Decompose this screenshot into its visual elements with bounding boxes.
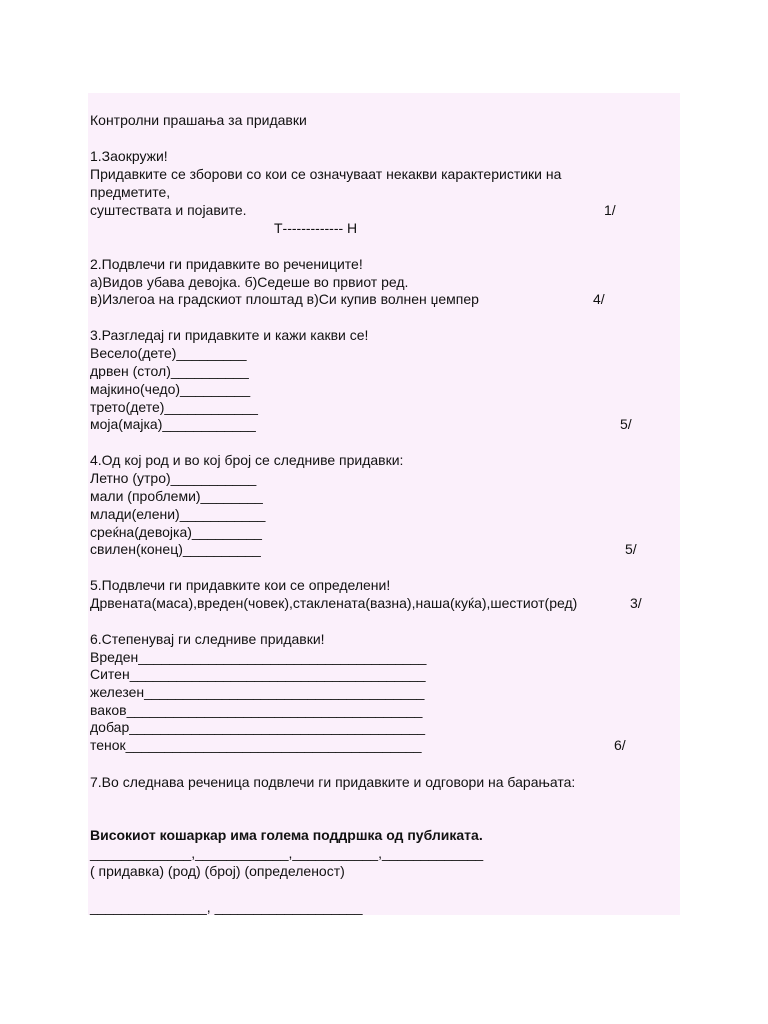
q1-score: 1/: [604, 202, 616, 218]
q5-score: 3/: [630, 595, 642, 611]
q2-line-1: а)Видов убава девојка. б)Седеше во првиот ред.: [90, 274, 409, 290]
q1-line-3: суштествата и појавите.: [90, 202, 247, 218]
q4-item: свилен(конец)__________: [90, 541, 261, 557]
q4-item: Летно (утро)___________: [90, 470, 257, 486]
q7-blanks: _____________,____________,___________,_____________: [90, 845, 484, 861]
q4-item: млади(елени)___________: [90, 506, 266, 522]
q4-score: 5/: [625, 541, 637, 557]
q4-heading: 4.Од кој род и во кој број се следниве придавки:: [90, 452, 404, 468]
q3-item: моја(мајка)____________: [90, 416, 256, 432]
q5-line-1: Дрвената(маса),вреден(човек),стаклената(вазна),наша(куќа),шестиот(ред): [90, 595, 578, 611]
q6-item: Вреден_____________________________________: [90, 649, 427, 665]
q1-heading: 1.Заокружи!: [90, 148, 168, 164]
q6-item: добар______________________________________: [90, 719, 426, 735]
q2-line-2: в)Излегоа на градскиот плоштад в)Си купив волнен џемпер: [90, 291, 479, 307]
q7-blanks-2: _______________, ___________________: [90, 899, 363, 915]
q6-item: Ситен______________________________________: [90, 666, 426, 682]
q3-item: дрвен (стол)__________: [90, 363, 249, 379]
q2-score: 4/: [593, 291, 605, 307]
q1-true-false: Т------------- Н: [274, 220, 358, 236]
q3-item: трето(дете)____________: [90, 399, 258, 415]
q3-heading: 3.Разгледај ги придавките и кажи какви се!: [90, 327, 369, 343]
q6-item: ваков______________________________________: [90, 702, 423, 718]
q5-heading: 5.Подвлечи ги придавките кои се определени!: [90, 577, 391, 593]
q2-heading: 2.Подвлечи ги придавките во речениците!: [90, 256, 363, 272]
q6-item: тенок______________________________________: [90, 737, 422, 753]
q6-heading: 6.Степенувај ги следниве придавки!: [90, 631, 325, 647]
document-title: Контролни прашања за придавки: [90, 112, 307, 128]
q3-score: 5/: [620, 416, 632, 432]
q1-line-2: предметите,: [90, 184, 171, 200]
q7-heading: 7.Во следнава реченица подвлечи ги придавките и одговори на барањата:: [90, 774, 576, 790]
q3-item: Весело(дете)_________: [90, 345, 247, 361]
q6-score: 6/: [614, 737, 626, 753]
q1-line-1: Придавките се зборови со кои се означуваат некакви карактеристики на: [90, 166, 562, 182]
q7-sentence: Високиот кошаркар има голема поддршка од публиката.: [90, 827, 483, 843]
q4-item: мали (проблеми)________: [90, 488, 263, 504]
q7-labels: ( придавка) (род) (број) (определеност): [90, 863, 345, 879]
q3-item: мајкино(чедо)_________: [90, 381, 251, 397]
q6-item: железен____________________________________: [90, 684, 425, 700]
q4-item: среќна(девојка)_________: [90, 524, 262, 540]
